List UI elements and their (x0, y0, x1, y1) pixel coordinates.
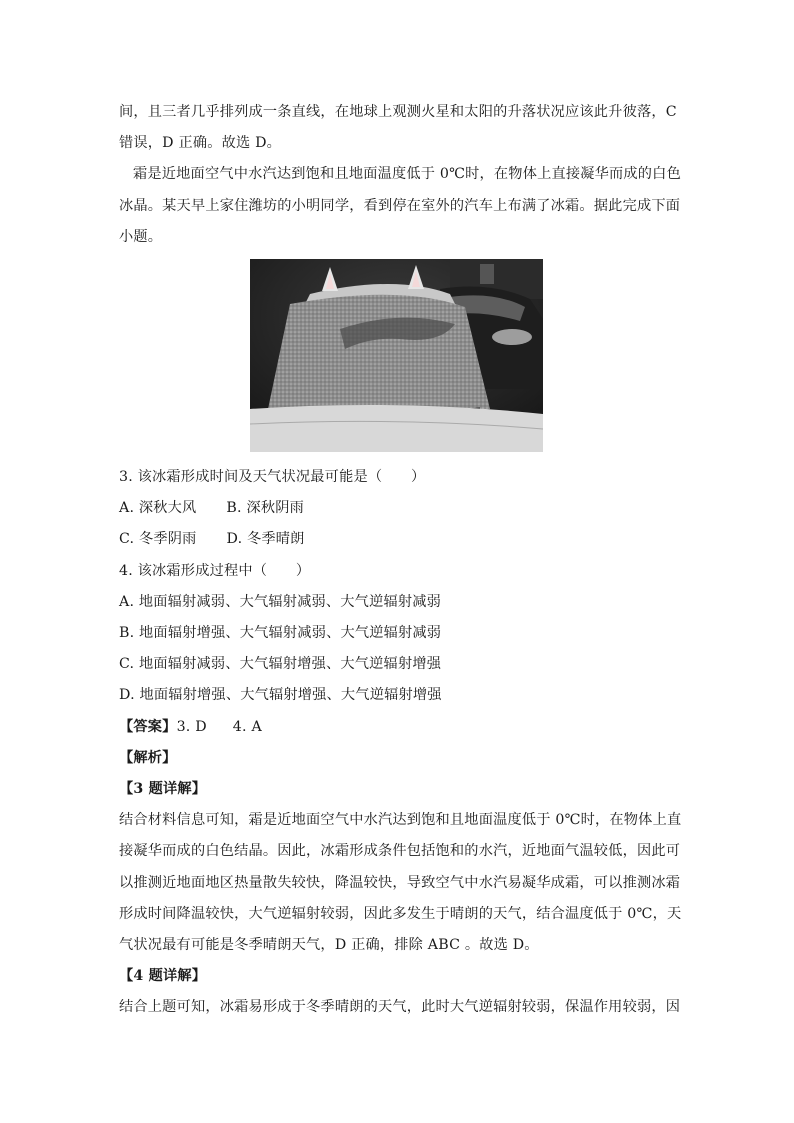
option-d: D. 冬季晴朗 (226, 531, 305, 547)
q3-detail-label: 【3 题详解】 (119, 781, 207, 797)
option-b: B. 深秋阴雨 (226, 500, 305, 516)
q3-detail-line: 接凝华而成的白色结晶。因此，冰霜形成条件包括饱和的水汽，近地面气温较低，因此可 (119, 843, 681, 859)
question-3-options-row-2 (119, 529, 675, 549)
paragraph-line: 霜是近地面空气中水汽达到饱和且地面温度低于 0℃时，在物体上直接凝华而成的白色 (133, 166, 681, 182)
question-3-stem: 3. 该冰霜形成时间及天气状况最可能是（ ） (119, 469, 426, 485)
q4-detail-line: 结合上题可知，冰霜易形成于冬季晴朗的天气，此时大气逆辐射较弱，保温作用较弱，因 (119, 999, 681, 1015)
question-4-option-a: A. 地面辐射减弱、大气辐射减弱、大气逆辐射减弱 (119, 594, 442, 610)
paragraph-line: 小题。 (119, 229, 163, 245)
question-4-stem: 4. 该冰霜形成过程中（ ） (119, 563, 311, 579)
q3-detail-line: 气状况最有可能是冬季晴朗天气，D 正确，排除 ABC 。故选 D。 (119, 937, 539, 953)
option-a: A. 深秋大风 (119, 500, 197, 516)
q3-detail-line: 形成时间降温较快，大气逆辐射较弱，因此多发生于晴朗的天气，结合温度低于 0℃，天 (119, 906, 682, 922)
q4-detail-label: 【4 题详解】 (119, 968, 207, 984)
question-4-option-c: C. 地面辐射减弱、大气辐射增强、大气逆辐射增强 (119, 656, 442, 672)
analysis-label: 【解析】 (119, 750, 177, 766)
option-c: C. 冬季阴雨 (119, 531, 197, 547)
paragraph-line: 间，且三者几乎排列成一条直线，在地球上观测火星和太阳的升落状况应该此升彼落，C (119, 104, 677, 120)
answer-q4: 4. A (232, 719, 262, 735)
question-4-option-b: B. 地面辐射增强、大气辐射减弱、大气逆辐射减弱 (119, 625, 442, 641)
answer-q3: 3. D (176, 719, 207, 735)
paragraph-line: 错误，D 正确。故选 D。 (119, 135, 282, 151)
q3-detail-line: 以推测近地面地区热量散失较快，降温较快，导致空气中水汽易凝华成霜，可以推测冰霜 (119, 875, 681, 891)
answer-line (119, 717, 675, 737)
paragraph-line: 冰晶。某天早上家住潍坊的小明同学，看到停在室外的汽车上布满了冰霜。据此完成下面 (119, 198, 681, 214)
answer-label: 【答案】 (119, 719, 177, 735)
question-4-option-d: D. 地面辐射增强、大气辐射增强、大气逆辐射增强 (119, 687, 442, 703)
q3-detail-line: 结合材料信息可知，霜是近地面空气中水汽达到饱和且地面温度低于 0℃时，在物体上直 (119, 812, 682, 828)
frosted-car-windshield-photo (250, 259, 543, 452)
question-3-options-row-1 (119, 498, 675, 518)
